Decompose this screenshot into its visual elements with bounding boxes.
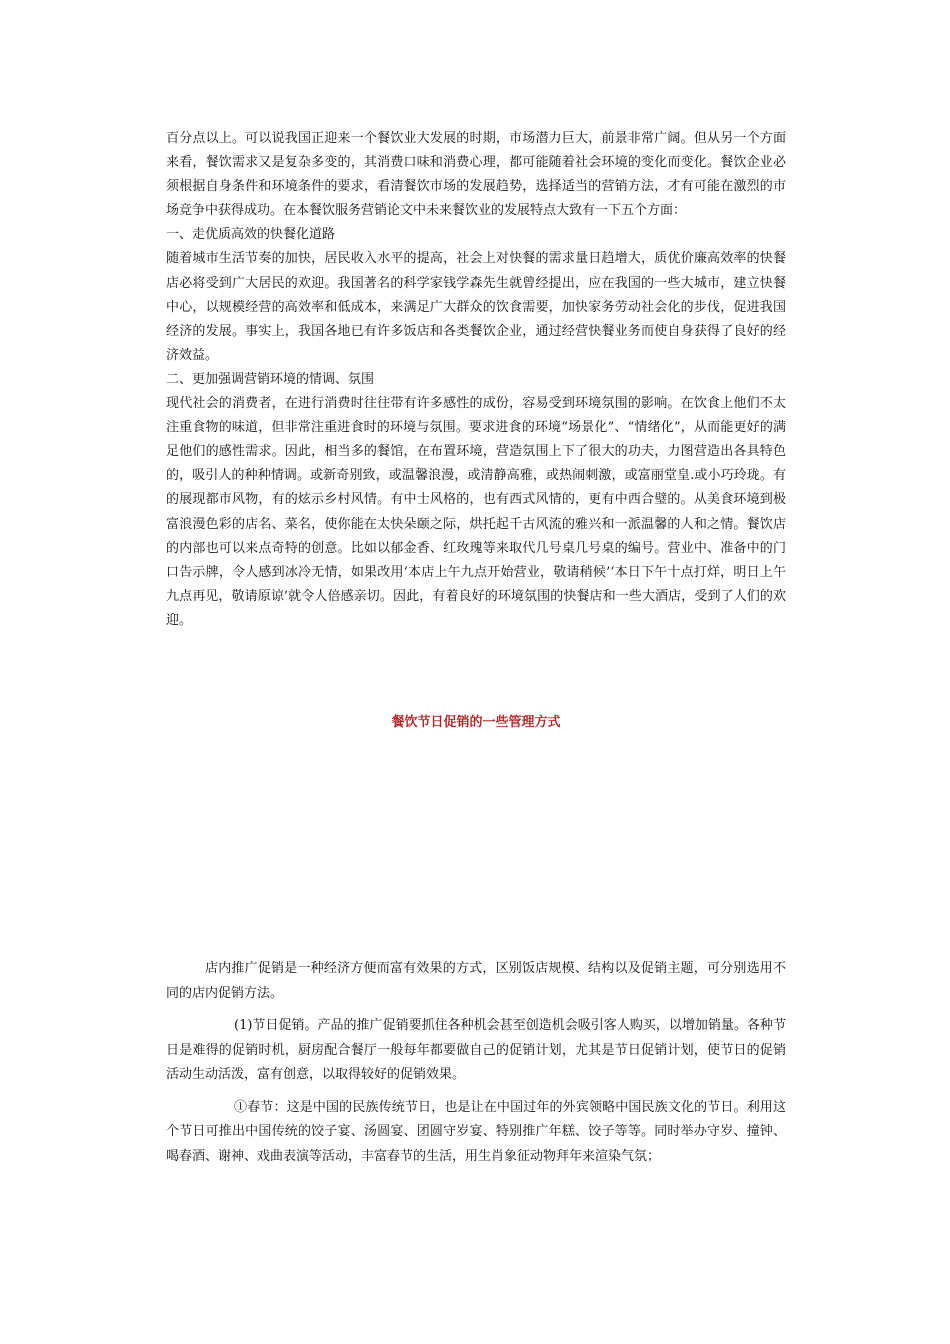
article-title: 餐饮节日促销的一些管理方式: [391, 715, 561, 730]
section-heading-2: 二、更加强调营销环境的情调、氛围: [166, 371, 375, 387]
paragraph-spring-festival: ①春节：这是中国的民族传统节日，也是让在中国过年的外宾领略中国民族文化的节日。利用这个节日可推出中国传统的饺子宴、汤圆宴、团圆守岁宴、特别推广年糕、饺子等等。同时举办守岁、撞钟、喝春酒、谢神、戏曲表演等活动，丰富春节的生活，用生肖象征动物拜年来渲染气氛；: [166, 1099, 786, 1164]
paragraph-in-store-promotion: 店内推广促销是一种经济方便而富有效果的方式，区别饭店规模、结构以及促销主题，可分别选用不同的店内促销方法。: [166, 961, 786, 1001]
paragraph-holiday-promotion: (1)节日促销。产品的推广促销要抓住各种机会甚至创造机会吸引客人购买，以增加销量。各种节日是难得的促销时机，厨房配合餐厅一般每年都要做自己的促销计划，尤其是节日促销计划，使节日的促销活动生动活泼，富有创意，以取得较好的促销效果。: [166, 1018, 786, 1082]
lower-text-block: [166, 957, 786, 1177]
section-heading-1: 一、走优质高效的快餐化道路: [166, 227, 336, 243]
upper-text-block: [166, 127, 786, 633]
paragraph-intro: 百分点以上。可以说我国正迎来一个餐饮业大发展的时期，市场潜力巨大，前景非常广阔。但从另一个方面来看，餐饮需求又是复杂多变的，其消费口味和消费心理，都可能随着社会环境的变化而变化。餐饮企业必须根据自身条件和环境条件的要求，看清餐饮市场的发展趋势，选择适当的营销方法，才有可能在激烈的市场竞争中获得成功。在本餐饮服务营销论文中未来餐饮业的发展特点大致有一下五个方面：: [166, 131, 786, 219]
paragraph-ambience: 现代社会的消费者，在进行消费时往往带有许多感性的成份，容易受到环境氛围的影响。在饮食上他们不太注重食物的味道，但非常注重进食时的环境与氛围。要求进食的环境“场景化”、“情绪化”，从而能更好的满足他们的感性需求。因此，相当多的餐馆，在布置环境，营造氛围上下了很大的功夫，力图营造出各具特色的，吸引人的种种情调。或新奇别致，或温馨浪漫，或清静高雅，或热闹刺激，或富丽堂皇.或小巧玲珑。有的展现都市风物，有的炫示乡村风情。有中士风格的，也有西式风情的，更有中西合璧的。从美食环境到极富浪漫色彩的店名、菜名，使你能在太快朵颐之际，烘托起千古风流的雅兴和一派温馨的人和之情。餐饮店的内部也可以来点奇特的创意。比如以郁金香、红玫瑰等来取代几号桌几号桌的编号。营业中、准备中的门口告示牌，令人感到冰冷无情，如果改用‘本店上午九点开始营业，敬请稍候’‘本日下午十点打烊，明日上午九点再见，敬请原谅’就令人倍感亲切。因此，有着良好的环境氛围的快餐店和一些大酒店，受到了人们的欢迎。: [166, 396, 786, 628]
paragraph-fast-food: 随着城市生活节奏的加快，居民收入水平的提高，社会上对快餐的需求量日趋增大，质优价廉高效率的快餐店必将受到广大居民的欢迎。我国著名的科学家钱学森先生就曾经提出，应在我国的一些大城市，建立快餐中心，以规模经营的高效率和低成本，来满足广大群众的饮食需要，加快家务劳动社会化的步伐，促进我国经济的发展。事实上，我国各地已有许多饭店和各类餐饮企业，通过经营快餐业务而使自身获得了良好的经济效益。: [166, 251, 786, 363]
